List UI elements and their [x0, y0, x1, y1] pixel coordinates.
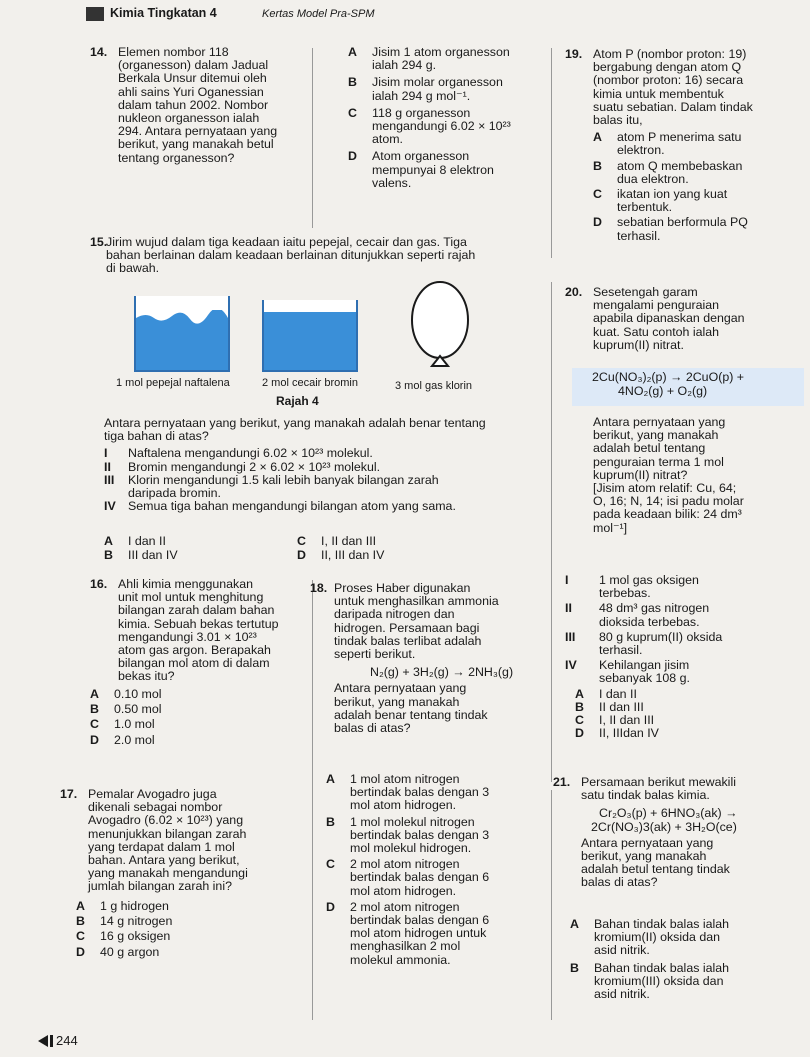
question-14-options: [348, 46, 548, 190]
statement-iii: III 80 g kuprum(II) oksida terhasil.: [565, 629, 723, 658]
question-number: 19.: [565, 47, 583, 61]
option-b[interactable]: B III dan IV: [104, 548, 178, 562]
book-icon: [86, 7, 104, 21]
page-marker-icon: [38, 1035, 48, 1047]
option-b[interactable]: B Jisim molar organesson ialah 294 g mol⁻¹.: [348, 75, 503, 103]
option-c[interactable]: C I, II dan III: [575, 713, 655, 728]
option-d[interactable]: D 40 g argon: [76, 944, 160, 959]
option-a[interactable]: A atom P menerima satu elektron.: [593, 130, 742, 158]
solid-naphthalene-icon: [136, 310, 228, 370]
label-chlorine: 3 mol gas klorin: [395, 380, 473, 392]
question-17-options: [76, 900, 276, 959]
question-20-statements: [565, 574, 805, 740]
question-20-body: Antara pernyataan yang berikut, yang manakah adalah betul tentang penguraian terma 1 mol kuprum(II) nitrat? [Jisim atom relatif: Cu, 64; O, 16; N, 14; isi padu molar pada keadaan bilik: 24 dm³ mol⁻¹]: [593, 415, 744, 535]
question-16-options: [90, 688, 290, 747]
equation-line: 2Cu(NO₃)₂(p) → 2CuO(p) +: [592, 370, 745, 384]
label-naphthalene: 1 mol pepejal naftalena: [116, 377, 230, 389]
balloon-chlorine-icon: [408, 280, 472, 376]
option-d[interactable]: D sebatian berformula PQ terhasil.: [593, 215, 748, 243]
question-number: 15.: [90, 235, 108, 249]
label-bromine: 2 mol cecair bromin: [262, 377, 358, 389]
question-stem: Proses Haber digunakan untuk menghasilkan ammonia daripada nitrogen dan hidrogen. Persamaan bagi tindak balas terlibat adalah seperti berikut. N₂(g) + 3H₂(g) → 2NH₃(g) Antara pernyataan yang berikut, yang manakah adalah benar tentang tindak balas di atas?: [334, 582, 549, 735]
option-a[interactable]: A I dan II: [575, 686, 637, 701]
page-marker-bar: [50, 1035, 53, 1047]
statement-iii: III Klorin mengandungi 1.5 kali lebih banyak bilangan zarah daripada bromin.: [104, 472, 439, 501]
question-stem: Sesetengah garam mengalami penguraian apabila dipanaskan dengan kuat. Satu contoh ialah kuprum(II) nitrat.: [593, 285, 745, 352]
question-stem: Atom P (nombor proton: 19) bergabung dengan atom Q (nombor proton: 16) secara kimia untuk membentuk suatu sebatian. Dalam tindak balas itu, A atom P menerima satu elektron. B atom Q membebaskan dua elektron. C ikatan ion yang kuat terbentuk. D sebatian berformula PQ terhasil.: [593, 48, 803, 243]
option-a[interactable]: A Bahan tindak balas ialah kromium(II) oksida dan asid nitrik.: [570, 917, 730, 958]
option-c[interactable]: C 2 mol atom nitrogen bertindak balas dengan 6 mol atom hidrogen.: [326, 857, 490, 898]
question-stem: Persamaan berikut mewakili satu tindak balas kimia. Cr₂O₃(p) + 6HNO₃(ak) → 2Cr(NO₃)3(ak) + 3H₂O(ce) Antara pernyataan yang berikut, yang manakah adalah betul tentang tindak balas di atas?: [581, 776, 803, 890]
column-divider: [551, 48, 552, 258]
question-number: 17.: [60, 787, 78, 801]
statement-i: I 1 mol gas oksigen terbebas.: [565, 573, 699, 601]
option-d[interactable]: D Atom organesson mempunyai 8 elektron valens.: [348, 149, 494, 190]
option-b[interactable]: B atom Q membebaskan dua elektron.: [593, 158, 743, 186]
question-number: 16.: [90, 577, 108, 591]
page-number: 244: [56, 1033, 78, 1048]
question-number: 21.: [553, 775, 571, 789]
option-a[interactable]: A I dan II: [104, 534, 166, 548]
statement-ii: II Bromin mengandungi 2 × 6.02 × 10²³ molekul.: [104, 459, 381, 474]
statement-ii: II 48 dm³ gas nitrogen dioksida terbebas.: [565, 601, 710, 629]
option-d[interactable]: D II, III dan IV: [297, 548, 385, 562]
option-a[interactable]: A Jisim 1 atom organesson ialah 294 g.: [348, 45, 510, 73]
equation-line: Cr₂O₃(p) + 6HNO₃(ak) →: [599, 806, 738, 821]
liquid-bromine: [264, 312, 356, 370]
question-18-options: [326, 773, 546, 967]
option-a[interactable]: A 1 mol atom nitrogen bertindak balas dengan 3 mol atom hidrogen.: [326, 772, 490, 813]
statement-i: I Naftalena mengandungi 6.02 × 10²³ molekul.: [104, 446, 373, 461]
option-d[interactable]: D 2 mol atom nitrogen bertindak balas dengan 6 mol atom hidrogen untuk menghasilkan 2 mol molekul ammonia.: [326, 899, 490, 967]
option-c[interactable]: C 118 g organesson mengandungi 6.02 × 10²³ atom.: [348, 105, 511, 147]
option-b[interactable]: B 1 mol molekul nitrogen bertindak balas dengan 3 mol molekul hidrogen.: [326, 814, 490, 856]
question-21-options: [570, 918, 805, 1001]
column-divider: [312, 580, 313, 1020]
option-b[interactable]: B 0.50 mol: [90, 702, 162, 717]
question-stem: Ahli kimia menggunakan unit mol untuk menghitung bilangan zarah dalam bahan kimia. Sebuah bekas tertutup mengandungi 3.01 × 10²³ atom gas argon. Berapakah bilangan mol atom di dalam bekas itu?: [118, 577, 279, 684]
statement-iv: IV Semua tiga bahan mengandungi bilangan atom yang sama.: [104, 499, 456, 514]
question-stem: Elemen nombor 118 (organesson) dalam Jadual Berkala Unsur ditemui oleh ahli sains Yuri Oganessian dalam tahun 2002. Nombor nukleon organesson ialah 294. Antara pernyataan yang berikut, yang manakah betul tentang organesson?: [118, 45, 278, 165]
option-b[interactable]: B Bahan tindak balas ialah kromium(III) oksida dan asid nitrik.: [570, 960, 730, 1002]
option-c[interactable]: C ikatan ion yang kuat terbentuk.: [593, 187, 728, 215]
beaker-naphthalene: [134, 296, 230, 372]
option-b[interactable]: B 14 g nitrogen: [76, 914, 173, 929]
equation-line: 4NO₂(g) + O₂(g): [618, 384, 708, 399]
option-b[interactable]: B II dan III: [575, 699, 644, 714]
option-c[interactable]: C 1.0 mol: [90, 717, 155, 732]
option-a[interactable]: A 0.10 mol: [90, 687, 162, 701]
column-divider: [551, 282, 552, 782]
statement-iv: IV Kehilangan jisim sebanyak 108 g.: [565, 658, 690, 686]
question-number: 14.: [90, 45, 108, 59]
option-d[interactable]: D 2.0 mol: [90, 732, 155, 747]
question-stem: Pemalar Avogadro juga dikenali sebagai nombor Avogadro (6.02 × 10²³) yang menunjukkan bilangan zarah yang terdapat dalam 1 mol bahan. Antara yang berikut, yang manakah mengandungi jumlah bilangan zarah ini?: [88, 787, 248, 894]
option-c[interactable]: C 16 g oksigen: [76, 929, 171, 944]
equation-line: 2Cr(NO₃)3(ak) + 3H₂O(ce): [591, 819, 737, 834]
column-divider: [551, 790, 552, 1020]
option-a[interactable]: A 1 g hidrogen: [76, 899, 169, 913]
question-stem: Jirim wujud dalam tiga keadaan iaitu pepejal, cecair dan gas. Tiga bahan berlainan dalam keadaan berlainan ditunjukkan seperti rajah di bawah.: [106, 235, 476, 276]
equation-box: [572, 368, 804, 406]
question-number: 20.: [565, 285, 583, 299]
equation-line: N₂(g) + 3H₂(g) → 2NH₃(g): [370, 665, 514, 680]
beaker-bromine: [262, 300, 358, 372]
figure-caption: Rajah 4: [276, 394, 319, 408]
book-title: Kimia Tingkatan 4: [110, 6, 217, 20]
question-number: 18.: [310, 581, 328, 595]
question-15-body: Antara pernyataan yang berikut, yang manakah adalah benar tentang tiga bahan di atas? I Naftalena mengandungi 6.02 × 10²³ molekul. II Bromin mengandungi 2 × 6.02 × 10²³ molekul. III Klorin mengandungi 1.5 kali lebih banyak bilangan zarah daripada bromin. IV Semua tiga bahan mengandungi bilangan atom yang sama.: [104, 417, 554, 513]
option-d[interactable]: D II, IIIdan IV: [575, 726, 659, 741]
option-c[interactable]: C I, II dan III: [297, 534, 377, 548]
book-subtitle: Kertas Model Pra-SPM: [262, 8, 375, 20]
